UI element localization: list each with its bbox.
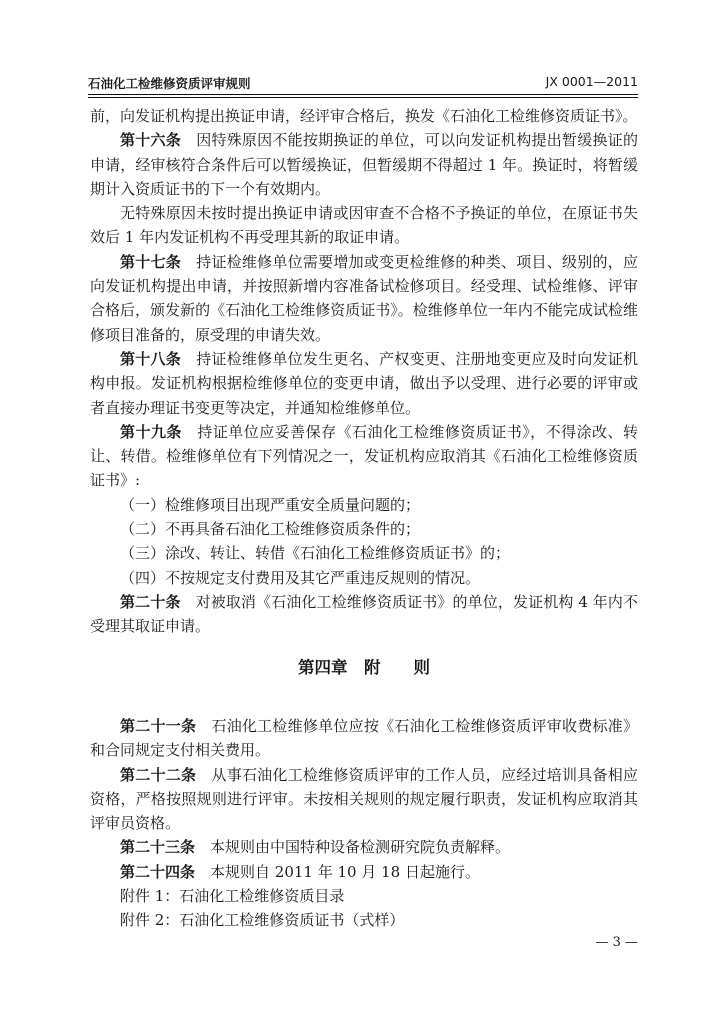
article-number: 第十八条 — [120, 349, 181, 368]
paragraph-text: （二）不再具备石油化工检维修资质条件的； — [120, 520, 421, 539]
paragraph — [90, 250, 638, 347]
article-number: 第二十四条 — [120, 862, 196, 881]
paragraph — [90, 763, 638, 836]
paragraph — [90, 860, 638, 884]
article-number: 第二十二条 — [120, 765, 197, 784]
paragraph-text: （三）涂改、转让、转借《石油化工检维修资质证书》的； — [120, 544, 511, 563]
paragraph — [90, 128, 638, 201]
paragraph-text: （四）不按规定支付费用及其它严重违反规则的情况。 — [120, 568, 481, 587]
running-header — [88, 72, 638, 92]
paragraph-text: 石油化工检维修单位应按《石油化工检维修资质评审收费标准》和合同规定支付相关费用。 — [90, 717, 638, 760]
paragraph — [90, 714, 638, 763]
paragraph-text: （一）检维修项目出现严重安全质量问题的； — [120, 495, 421, 514]
chapter-heading: 第四章 附 则 — [298, 658, 430, 677]
paragraph — [90, 590, 638, 639]
body-text-bottom — [90, 714, 638, 933]
paragraph — [90, 347, 638, 420]
article-number: 第十九条 — [120, 422, 182, 441]
paragraph-text: 持证检维修单位需要增加或变更检维修的种类、项目、级别的，应向发证机构提出申请，并按照新增内容准备试检修项目。经受理、试检维修、评审合格后，颁发新的《石油化工检维修资质证书》。检维修单位一年内不能完成试检维修项目准备的，原受理的申请失效。 — [90, 252, 638, 344]
paragraph — [90, 517, 638, 541]
article-number: 第十七条 — [120, 252, 181, 271]
paragraph — [90, 493, 638, 517]
header-standard-code: JX 0001—2011 — [545, 74, 638, 89]
paragraph-text: 本规则自 2011 年 10 月 18 日起施行。 — [195, 862, 480, 881]
paragraph — [90, 420, 638, 493]
paragraph-text: 持证检维修单位发生更名、产权变更、注册地变更应及时向发证机构申报。发证机构根据检维修单位的变更申请，做出予以受理、进行必要的评审或者直接办理证书变更等决定，并通知检维修单位。 — [90, 349, 638, 417]
header-rule — [88, 94, 638, 95]
body-text-top — [90, 104, 638, 639]
paragraph — [90, 884, 638, 908]
paragraph-text: 附件 2：石油化工检维修资质证书（式样） — [120, 911, 405, 930]
header-rule-thin — [88, 97, 638, 98]
article-number: 第二十条 — [120, 592, 181, 611]
paragraph — [90, 201, 638, 250]
paragraph-text: 对被取消《石油化工检维修资质证书》的单位，发证机构 4 年内不受理其取证申请。 — [90, 592, 638, 636]
paragraph-text: 因特殊原因不能按期换证的单位，可以向发证机构提出暂缓换证的申请，经审核符合条件后可以暂缓换证，但暂缓期不得超过 1 年。换证时，将暂缓期计入资质证书的下一个有效期内。 — [90, 131, 638, 198]
paragraph-text: 前，向发证机构提出换证申请，经评审合格后，换发《石油化工检维修资质证书》。 — [90, 107, 638, 125]
paragraph — [90, 566, 638, 590]
header-title: 石油化工检维修资质评审规则 — [88, 76, 251, 91]
article-number: 第二十三条 — [120, 838, 196, 857]
paragraph-text: 无特殊原因未按时提出换证申请或因审查不合格不予换证的单位，在原证书失效后 1 年内发证机构不再受理其新的取证申请。 — [90, 204, 638, 247]
article-number: 第十六条 — [120, 131, 181, 150]
paragraph-text: 附件 1：石油化工检维修资质目录 — [120, 887, 345, 906]
paragraph — [90, 104, 638, 128]
paragraph-text: 从事石油化工检维修资质评审的工作人员，应经过培训具备相应资格，严格按照规则进行评审。未按相关规则的规定履行职责，发证机构应取消其评审员资格。 — [90, 765, 638, 833]
paragraph — [90, 908, 638, 932]
paragraph-text: 本规则由中国特种设备检测研究院负责解释。 — [195, 838, 511, 857]
paragraph-text: 持证单位应妥善保存《石油化工检维修资质证书》，不得涂改、转让、转借。检维修单位有下列情况之一，发证机构应取消其《石油化工检维修资质证书》: — [90, 422, 638, 490]
article-number: 第二十一条 — [120, 717, 197, 735]
page-number: — 3 — — [595, 935, 638, 950]
paragraph — [90, 541, 638, 565]
paragraph — [90, 835, 638, 859]
